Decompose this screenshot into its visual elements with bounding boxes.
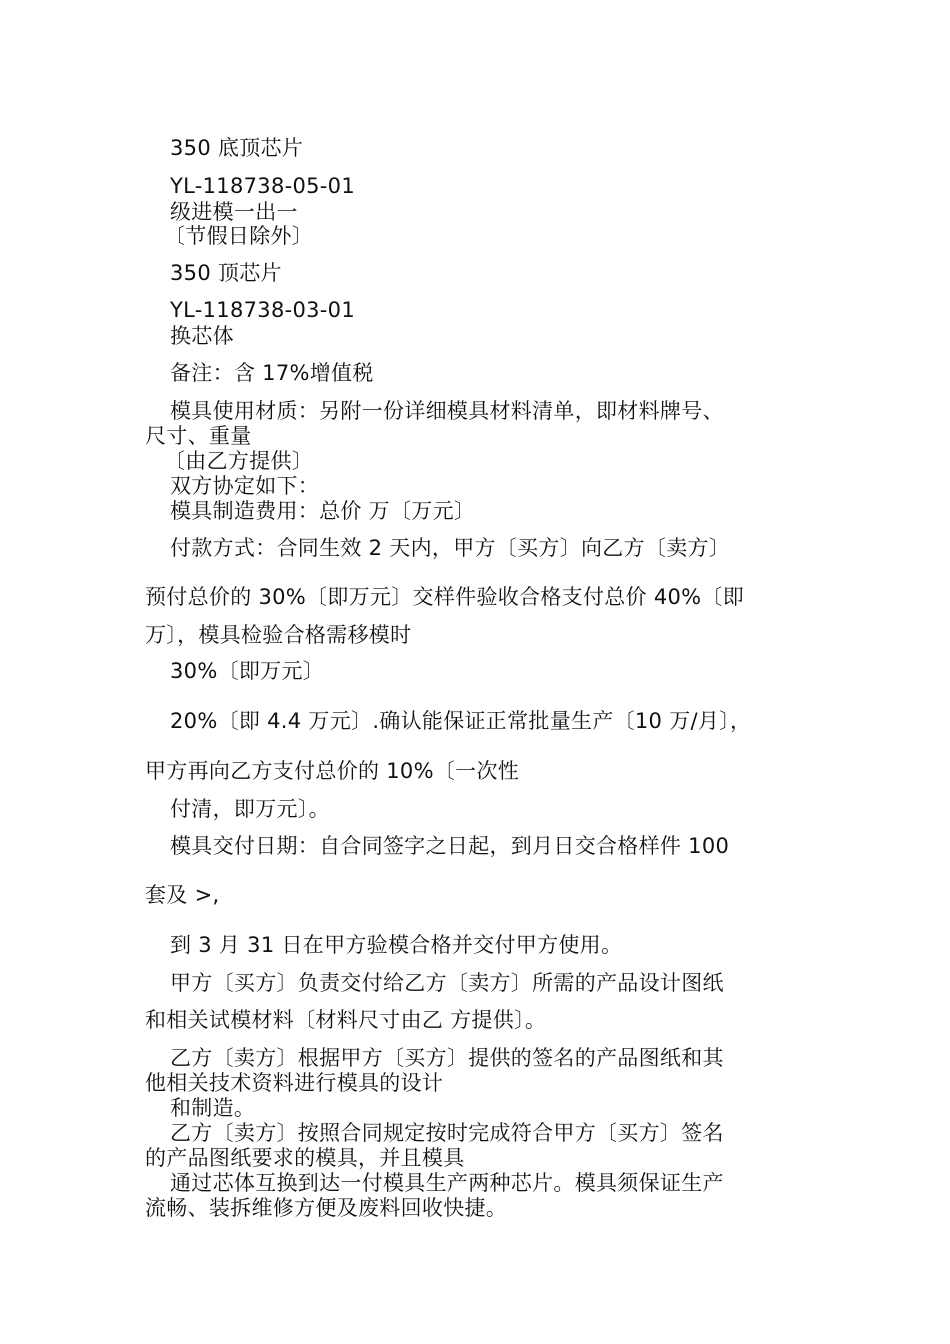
text-line: 付清，即万元〕。 xyxy=(170,797,330,821)
text-line: 甲方〔买方〕负责交付给乙方〔卖方〕所需的产品设计图纸 xyxy=(170,971,724,995)
text-line: 模具交付日期：自合同签字之日起，到月日交合格样件 100 xyxy=(170,834,730,858)
text-line: 备注：含 17%增值税 xyxy=(170,361,374,385)
text-line: 甲方再向乙方支付总价的 10%〔一次性 xyxy=(145,759,520,783)
text-line: 30%〔即万元〕 xyxy=(170,659,325,683)
text-line: 通过芯体互换到达一付模具生产两种芯片。模具须保证生产 xyxy=(170,1171,724,1195)
text-line: 模具使用材质：另附一份详细模具材料清单，即材料牌号、 xyxy=(170,399,724,423)
text-line: 万〕，模具检验合格需移模时 xyxy=(145,623,412,647)
text-line: 双方协定如下： xyxy=(170,474,320,498)
text-line: 到 3 月 31 日在甲方验模合格并交付甲方使用。 xyxy=(170,933,623,957)
text-line: 〔由乙方提供〕 xyxy=(164,449,314,473)
text-line: 级进模一出一 xyxy=(170,200,298,224)
text-line: 20%〔即 4.4 万元〕.确认能保证正常批量生产〔10 万/月〕， xyxy=(170,709,752,733)
text-line: 尺寸、重量 xyxy=(145,424,252,448)
text-line: 350 底顶芯片 xyxy=(170,136,304,160)
text-line: 预付总价的 30%〔即万元〕交样件验收合格支付总价 40%〔即 xyxy=(145,585,744,609)
text-line: 和制造。 xyxy=(170,1096,256,1120)
text-line: 套及 >, xyxy=(145,883,220,907)
text-line: YL-118738-05-01 xyxy=(170,174,355,198)
text-line: 付款方式：合同生效 2 天内，甲方〔买方〕向乙方〔卖方〕 xyxy=(170,536,731,560)
text-line: 换芯体 xyxy=(170,324,234,348)
text-line: 350 顶芯片 xyxy=(170,261,282,285)
text-line: 〔节假日除外〕 xyxy=(164,224,314,248)
text-line: 模具制造费用：总价 万〔万元〕 xyxy=(170,499,476,523)
text-line: 和相关试模材料〔材料尺寸由乙 方提供〕。 xyxy=(145,1008,547,1032)
text-line: 流畅、装拆维修方便及废料回收快捷。 xyxy=(145,1196,508,1220)
text-line: YL-118738-03-01 xyxy=(170,298,355,322)
text-line: 的产品图纸要求的模具，并且模具 xyxy=(145,1146,465,1170)
text-line: 乙方〔卖方〕根据甲方〔买方〕提供的签名的产品图纸和其 xyxy=(170,1046,724,1070)
text-line: 他相关技术资料进行模具的设计 xyxy=(145,1071,444,1095)
text-line: 乙方〔卖方〕按照合同规定按时完成符合甲方〔买方〕签名 xyxy=(170,1121,724,1145)
